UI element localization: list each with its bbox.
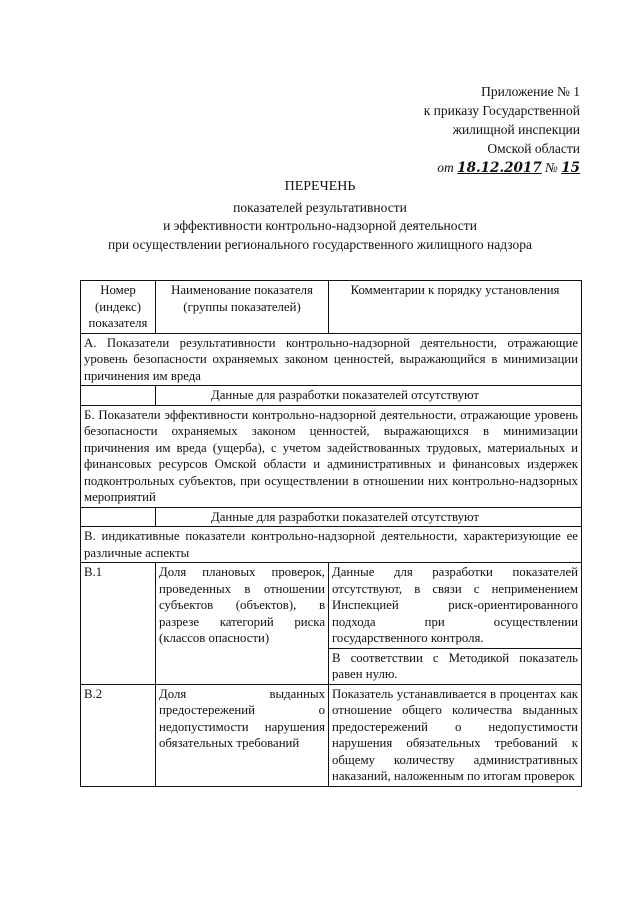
section-a-row: [81, 333, 582, 386]
empty-cell: [81, 507, 156, 527]
section-c-text: В. индикативные показатели контрольно-надзорной деятельности, характеризующие ее различные аспекты: [81, 527, 582, 563]
header-comment: Комментарии к порядку установления: [329, 281, 582, 334]
annex-block: [424, 82, 580, 178]
row-comment: Данные для разработки показателей отсутствуют, в связи с неприменением Инспекцией риск-ориентированного подхода при осуществлении государственного контроля.: [329, 563, 582, 649]
document-title: [0, 178, 640, 254]
table-row: [81, 684, 582, 786]
annex-line-3: жилищной инспекции: [452, 122, 580, 137]
row-comment-2: В соответствии с Методикой показатель равен нулю.: [329, 648, 582, 684]
section-a-note-row: [81, 386, 582, 406]
indicators-table: [80, 280, 582, 787]
title-heading: ПЕРЕЧЕНЬ: [284, 179, 356, 194]
number-prefix: №: [545, 160, 558, 175]
row-index: В.2: [81, 684, 156, 786]
annex-line-1: Приложение № 1: [481, 84, 580, 99]
annex-line-2: к приказу Государственной: [423, 103, 580, 118]
section-b-row: [81, 405, 582, 507]
date-prefix: от: [437, 160, 454, 175]
section-c-row: [81, 527, 582, 563]
handwritten-number: 15: [561, 160, 580, 176]
section-b-note: Данные для разработки показателей отсутствуют: [156, 507, 582, 527]
title-line-1: показателей результативности: [233, 199, 407, 215]
row-name: Доля выданных предостережений о недопустимости нарушения обязательных требований: [156, 684, 329, 786]
section-b-text: Б. Показатели эффективности контрольно-надзорной деятельности, отражающие уровень безопасности охраняемых законом ценностей, выражающихся в минимизации причинения им вреда (ущерба), с учетом задействованных трудовых, материальных и финансовых ресурсов Омской области и административных и финансовых издержек подконтрольных субъектов, при осуществлении в отношении них контрольно-надзорных мероприятий: [81, 405, 582, 507]
header-index: Номер (индекс) показателя: [81, 281, 156, 334]
annex-line-4: Омской области: [487, 141, 580, 156]
section-b-note-row: [81, 507, 582, 527]
section-a-text: А. Показатели результативности контрольно-надзорной деятельности, отражающие уровень безопасности охраняемых законом ценностей, выражающийся в минимизации причинения им вреда: [81, 333, 582, 386]
header-name: Наименование показателя (группы показателей): [156, 281, 329, 334]
title-line-2: и эффективности контрольно-надзорной деятельности: [163, 218, 477, 233]
row-index: В.1: [81, 563, 156, 685]
empty-cell: [81, 386, 156, 406]
annex-date-line: [424, 158, 580, 178]
table-header-row: [81, 281, 582, 334]
row-comment: Показатель устанавливается в процентах как отношение общего количества выданных предостережений о недопустимости нарушения обязательных требований к общему количеству административных наказаний, наложенным по итогам проверок: [329, 684, 582, 786]
row-name: Доля плановых проверок, проведенных в отношении субъектов (объектов), в разрезе категорий риска (классов опасности): [156, 563, 329, 685]
handwritten-date: 18.12.2017: [457, 160, 542, 176]
section-a-note: Данные для разработки показателей отсутствуют: [156, 386, 582, 406]
title-line-3: при осуществлении регионального государственного жилищного надзора: [107, 236, 533, 252]
table-row: [81, 563, 582, 649]
